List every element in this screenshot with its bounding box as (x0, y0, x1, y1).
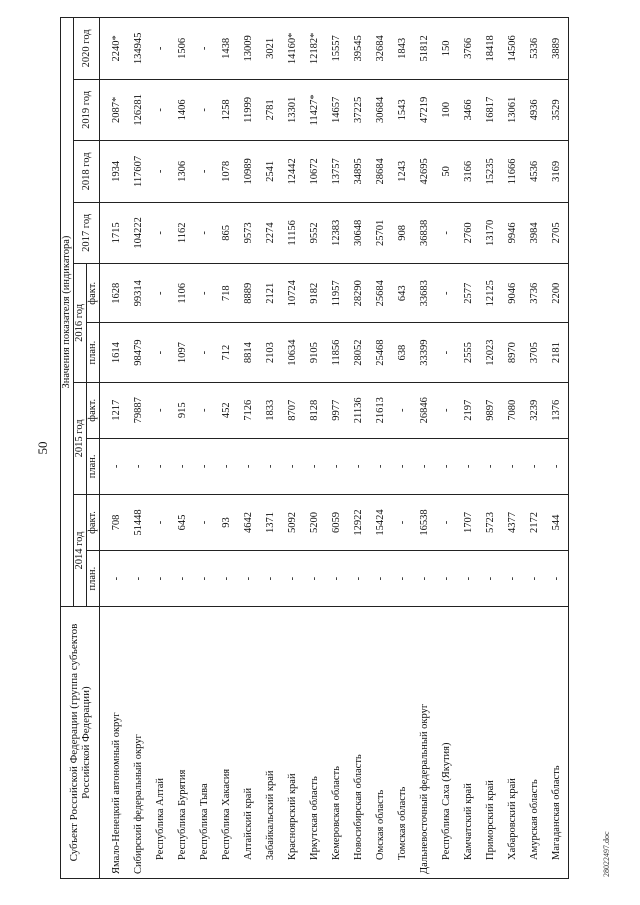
value-cell: 4377 (502, 494, 524, 550)
value-cell: - (348, 551, 370, 607)
region-name: Камчатский край (458, 607, 480, 879)
table-row (502, 18, 524, 879)
value-cell: 51812 (414, 18, 436, 80)
value-cell: - (348, 438, 370, 494)
table-row (260, 18, 282, 879)
table-row (480, 18, 502, 879)
region-name: Приморский край (480, 607, 502, 879)
region-name: Магаданская область (546, 607, 569, 879)
values-header: Значения показателя (индикатора) (61, 18, 74, 607)
value-cell: 1543 (392, 79, 414, 140)
value-cell: - (150, 264, 172, 323)
region-name: Омская область (370, 607, 392, 879)
value-cell: 33399 (414, 323, 436, 382)
value-cell: 9977 (326, 382, 348, 438)
value-cell: 5723 (480, 494, 502, 550)
value-cell: - (414, 438, 436, 494)
value-cell: - (194, 18, 216, 80)
value-cell: 36838 (414, 202, 436, 263)
value-cell: 6059 (326, 494, 348, 550)
value-cell: - (216, 438, 238, 494)
value-cell: 10634 (282, 323, 304, 382)
value-cell: - (150, 141, 172, 202)
value-cell: 12922 (348, 494, 370, 550)
year-2020-header: 2020 год (74, 18, 100, 80)
year-2015-header: 2015 год (74, 382, 87, 494)
region-name: Кемеровская область (326, 607, 348, 879)
region-name: Сибирский федеральный округ (128, 607, 150, 879)
value-cell: 47219 (414, 79, 436, 140)
value-cell: 13757 (326, 141, 348, 202)
value-cell: 2240* (100, 18, 129, 80)
value-cell: 15557 (326, 18, 348, 80)
value-cell: 865 (216, 202, 238, 263)
value-cell: - (392, 438, 414, 494)
region-name: Республика Хакасия (216, 607, 238, 879)
value-cell: 28290 (348, 264, 370, 323)
value-cell: - (502, 438, 524, 494)
value-cell: - (436, 202, 458, 263)
value-cell: - (150, 438, 172, 494)
plan-header: план. (87, 323, 100, 382)
table-row (304, 18, 326, 879)
value-cell: 3984 (524, 202, 546, 263)
table-header (61, 18, 100, 879)
value-cell: 1371 (260, 494, 282, 550)
table-row (436, 18, 458, 879)
value-cell: 1506 (172, 18, 194, 80)
value-cell: 1934 (100, 141, 129, 202)
value-cell: 2541 (260, 141, 282, 202)
value-cell: 21613 (370, 382, 392, 438)
region-name: Иркутская область (304, 607, 326, 879)
value-cell: - (480, 438, 502, 494)
value-cell: 5200 (304, 494, 326, 550)
value-cell: 3889 (546, 18, 569, 80)
value-cell: - (128, 551, 150, 607)
value-cell: - (326, 551, 348, 607)
value-cell: 3021 (260, 18, 282, 80)
value-cell: 100 (436, 79, 458, 140)
value-cell: 1258 (216, 79, 238, 140)
value-cell: 2087* (100, 79, 129, 140)
region-name: Хабаровский край (502, 607, 524, 879)
value-cell: 9182 (304, 264, 326, 323)
year-2018-header: 2018 год (74, 141, 100, 202)
value-cell: 9046 (502, 264, 524, 323)
value-cell: 3239 (524, 382, 546, 438)
fact-header: факт. (87, 494, 100, 550)
value-cell: - (392, 382, 414, 438)
region-name: Ямало-Ненецкий автономный округ (100, 607, 129, 879)
value-cell: 1406 (172, 79, 194, 140)
value-cell: 1707 (458, 494, 480, 550)
region-name: Новосибирская область (348, 607, 370, 879)
value-cell: 28684 (370, 141, 392, 202)
value-cell: 15424 (370, 494, 392, 550)
value-cell: 117607 (128, 141, 150, 202)
value-cell: 7126 (238, 382, 260, 438)
value-cell: 13170 (480, 202, 502, 263)
value-cell: - (194, 494, 216, 550)
value-cell: 3466 (458, 79, 480, 140)
value-cell: 1217 (100, 382, 129, 438)
region-name: Республика Саха (Якутия) (436, 607, 458, 879)
value-cell: - (304, 438, 326, 494)
region-name: Забайкальский край (260, 607, 282, 879)
region-name: Дальневосточный федеральный округ (414, 607, 436, 879)
value-cell: - (150, 494, 172, 550)
value-cell: - (436, 264, 458, 323)
value-cell: 8128 (304, 382, 326, 438)
value-cell: 14506 (502, 18, 524, 80)
value-cell: 7080 (502, 382, 524, 438)
value-cell: 3705 (524, 323, 546, 382)
value-cell: 708 (100, 494, 129, 550)
value-cell: 14657 (326, 79, 348, 140)
value-cell: 9573 (238, 202, 260, 263)
region-name: Республика Тыва (194, 607, 216, 879)
value-cell: - (436, 551, 458, 607)
table-row (370, 18, 392, 879)
value-cell: 4936 (524, 79, 546, 140)
value-cell: 30684 (370, 79, 392, 140)
value-cell: 8814 (238, 323, 260, 382)
value-cell: 645 (172, 494, 194, 550)
value-cell: - (392, 551, 414, 607)
table-row (524, 18, 546, 879)
value-cell: 452 (216, 382, 238, 438)
value-cell: 98479 (128, 323, 150, 382)
table-row (238, 18, 260, 879)
region-name: Красноярский край (282, 607, 304, 879)
value-cell: 2172 (524, 494, 546, 550)
value-cell: 11666 (502, 141, 524, 202)
value-cell: 11156 (282, 202, 304, 263)
value-cell: - (194, 382, 216, 438)
value-cell: 2577 (458, 264, 480, 323)
value-cell: 12125 (480, 264, 502, 323)
value-cell: 99314 (128, 264, 150, 323)
value-cell: - (458, 438, 480, 494)
value-cell: - (436, 494, 458, 550)
value-cell: 14160* (282, 18, 304, 80)
value-cell: - (282, 551, 304, 607)
table-row (282, 18, 304, 879)
table-row (150, 18, 172, 879)
value-cell: 16538 (414, 494, 436, 550)
value-cell: 1715 (100, 202, 129, 263)
value-cell: 1833 (260, 382, 282, 438)
value-cell: 1097 (172, 323, 194, 382)
value-cell: 3169 (546, 141, 569, 202)
value-cell: - (150, 79, 172, 140)
region-name: Алтайский край (238, 607, 260, 879)
value-cell: 8707 (282, 382, 304, 438)
value-cell: - (194, 79, 216, 140)
subject-header: Субъект Российской Федерации (группа субъектов Российской Федерации) (61, 607, 100, 879)
value-cell: - (216, 551, 238, 607)
value-cell: - (150, 18, 172, 80)
value-cell: - (238, 551, 260, 607)
year-2017-header: 2017 год (74, 202, 100, 263)
footer-filename: 28022497.doc (602, 831, 611, 877)
year-2019-header: 2019 год (74, 79, 100, 140)
plan-header: план. (87, 551, 100, 607)
value-cell: 134945 (128, 18, 150, 80)
value-cell: 37225 (348, 79, 370, 140)
value-cell: 28052 (348, 323, 370, 382)
value-cell: 1306 (172, 141, 194, 202)
table-row (326, 18, 348, 879)
value-cell: 79887 (128, 382, 150, 438)
value-cell: 12182* (304, 18, 326, 80)
year-2014-header: 2014 год (74, 494, 87, 606)
value-cell: 643 (392, 264, 414, 323)
region-name: Республика Бурятия (172, 607, 194, 879)
value-cell: 1078 (216, 141, 238, 202)
table-row (392, 18, 414, 879)
value-cell: - (524, 551, 546, 607)
value-cell: 18418 (480, 18, 502, 80)
table-row (414, 18, 436, 879)
value-cell: 126281 (128, 79, 150, 140)
value-cell: 25684 (370, 264, 392, 323)
table-row (458, 18, 480, 879)
value-cell: 5336 (524, 18, 546, 80)
value-cell: - (480, 551, 502, 607)
value-cell: 2274 (260, 202, 282, 263)
table-body (100, 18, 569, 879)
value-cell: 12023 (480, 323, 502, 382)
value-cell: - (238, 438, 260, 494)
value-cell: - (546, 438, 569, 494)
value-cell: - (458, 551, 480, 607)
value-cell: - (326, 438, 348, 494)
table-row (546, 18, 569, 879)
value-cell: 50 (436, 141, 458, 202)
value-cell: 25701 (370, 202, 392, 263)
value-cell: - (524, 438, 546, 494)
value-cell: 8889 (238, 264, 260, 323)
value-cell: - (370, 438, 392, 494)
value-cell: 1376 (546, 382, 569, 438)
value-cell: 30648 (348, 202, 370, 263)
value-cell: 26846 (414, 382, 436, 438)
value-cell: - (150, 202, 172, 263)
value-cell: 3529 (546, 79, 569, 140)
value-cell: - (150, 551, 172, 607)
value-cell: 544 (546, 494, 569, 550)
table-row (172, 18, 194, 879)
value-cell: 1614 (100, 323, 129, 382)
value-cell: - (194, 202, 216, 263)
value-cell: 13061 (502, 79, 524, 140)
value-cell: 2200 (546, 264, 569, 323)
year-2016-header: 2016 год (74, 264, 87, 383)
value-cell: 638 (392, 323, 414, 382)
value-cell: 1438 (216, 18, 238, 80)
region-name: Амурская область (524, 607, 546, 879)
value-cell: 15235 (480, 141, 502, 202)
value-cell: - (546, 551, 569, 607)
value-cell: 11957 (326, 264, 348, 323)
value-cell: 12442 (282, 141, 304, 202)
value-cell: 9552 (304, 202, 326, 263)
fact-header: факт. (87, 264, 100, 323)
value-cell: 1162 (172, 202, 194, 263)
value-cell: 13009 (238, 18, 260, 80)
value-cell: 11856 (326, 323, 348, 382)
value-cell: 32684 (370, 18, 392, 80)
value-cell: 25468 (370, 323, 392, 382)
value-cell: 718 (216, 264, 238, 323)
value-cell: 3736 (524, 264, 546, 323)
region-name: Томская область (392, 607, 414, 879)
value-cell: 915 (172, 382, 194, 438)
value-cell: - (128, 438, 150, 494)
value-cell: 8970 (502, 323, 524, 382)
table-row (128, 18, 150, 879)
value-cell: 9946 (502, 202, 524, 263)
value-cell: 21136 (348, 382, 370, 438)
value-cell: 9897 (480, 382, 502, 438)
table-row (348, 18, 370, 879)
value-cell: - (150, 323, 172, 382)
value-cell: - (304, 551, 326, 607)
value-cell: 5092 (282, 494, 304, 550)
value-cell: - (150, 382, 172, 438)
value-cell: 2705 (546, 202, 569, 263)
value-cell: - (370, 551, 392, 607)
value-cell: 104222 (128, 202, 150, 263)
value-cell: - (392, 494, 414, 550)
value-cell: - (260, 438, 282, 494)
value-cell: 11999 (238, 79, 260, 140)
value-cell: - (436, 382, 458, 438)
value-cell: 908 (392, 202, 414, 263)
table-row (100, 18, 129, 879)
table-row (194, 18, 216, 879)
value-cell: - (502, 551, 524, 607)
value-cell: - (194, 264, 216, 323)
value-cell: 33683 (414, 264, 436, 323)
value-cell: 2197 (458, 382, 480, 438)
value-cell: 9105 (304, 323, 326, 382)
value-cell: 2103 (260, 323, 282, 382)
value-cell: 39545 (348, 18, 370, 80)
value-cell: 2181 (546, 323, 569, 382)
value-cell: 1628 (100, 264, 129, 323)
value-cell: 12383 (326, 202, 348, 263)
value-cell: 51448 (128, 494, 150, 550)
value-cell: - (436, 323, 458, 382)
value-cell: - (194, 438, 216, 494)
value-cell: 34895 (348, 141, 370, 202)
value-cell: 11427* (304, 79, 326, 140)
value-cell: - (194, 551, 216, 607)
value-cell: 10989 (238, 141, 260, 202)
value-cell: - (100, 438, 129, 494)
region-name: Республика Алтай (150, 607, 172, 879)
value-cell: - (414, 551, 436, 607)
value-cell: 2121 (260, 264, 282, 323)
value-cell: 1243 (392, 141, 414, 202)
value-cell: 3166 (458, 141, 480, 202)
table-row (216, 18, 238, 879)
page-number: 50 (35, 441, 50, 455)
plan-header: план. (87, 438, 100, 494)
value-cell: 4536 (524, 141, 546, 202)
value-cell: 13301 (282, 79, 304, 140)
value-cell: 2760 (458, 202, 480, 263)
rotated-table-container (60, 17, 600, 879)
value-cell: - (260, 551, 282, 607)
indicator-table (60, 17, 569, 879)
value-cell: 16817 (480, 79, 502, 140)
value-cell: - (100, 551, 129, 607)
value-cell: - (282, 438, 304, 494)
value-cell: - (172, 438, 194, 494)
fact-header: факт. (87, 382, 100, 438)
value-cell: 10724 (282, 264, 304, 323)
value-cell: 150 (436, 18, 458, 80)
value-cell: 4642 (238, 494, 260, 550)
value-cell: 10672 (304, 141, 326, 202)
value-cell: - (194, 323, 216, 382)
value-cell: 712 (216, 323, 238, 382)
value-cell: 2555 (458, 323, 480, 382)
value-cell: 93 (216, 494, 238, 550)
value-cell: - (436, 438, 458, 494)
value-cell: - (194, 141, 216, 202)
value-cell: - (172, 551, 194, 607)
value-cell: 1106 (172, 264, 194, 323)
value-cell: 1843 (392, 18, 414, 80)
value-cell: 2781 (260, 79, 282, 140)
value-cell: 3766 (458, 18, 480, 80)
value-cell: 42695 (414, 141, 436, 202)
